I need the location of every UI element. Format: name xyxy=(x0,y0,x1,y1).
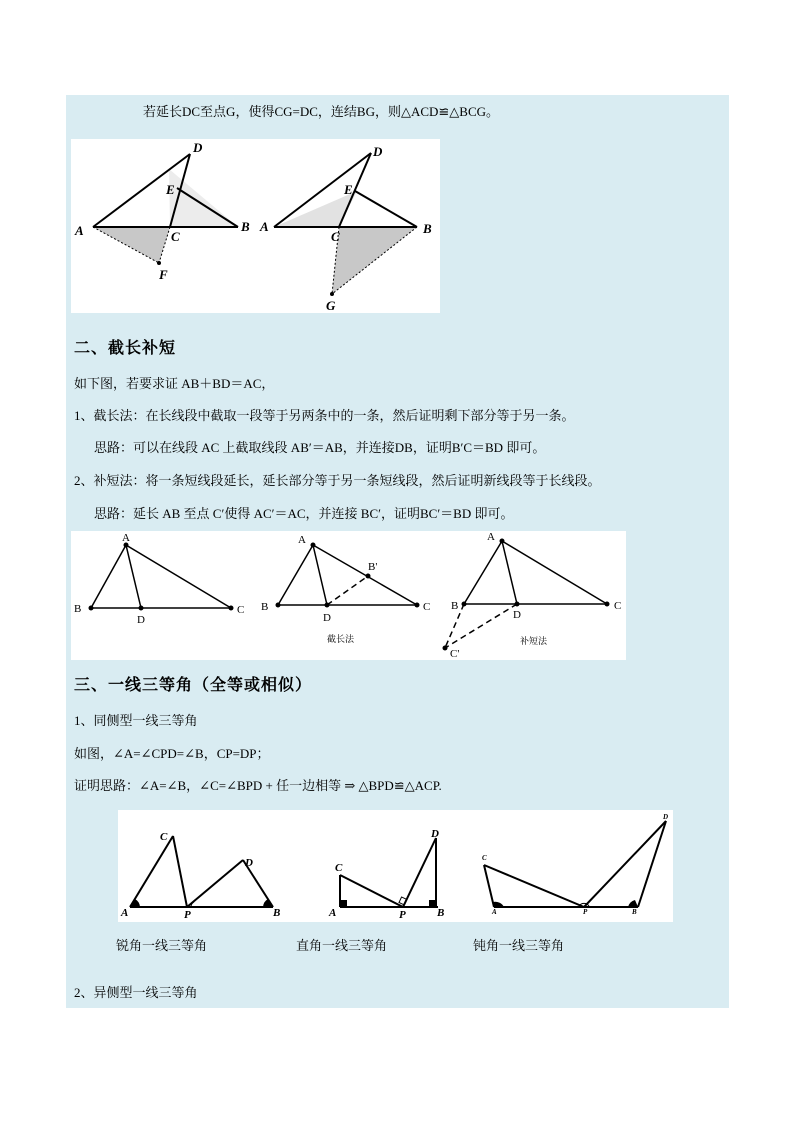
fig3a-label-P: P xyxy=(184,909,191,921)
fig2c-label-D: D xyxy=(513,609,521,621)
shaded-triangle-acf xyxy=(93,227,170,263)
fig2a-label-B: B xyxy=(74,603,82,615)
fig2b-label-C: C xyxy=(423,601,431,613)
fig2b-label-Bprime: B' xyxy=(368,561,378,573)
fig2-caption-extend: 补短法 xyxy=(520,636,548,646)
fig2c-label-Cprime: C' xyxy=(450,648,460,660)
figure-truncate-extend-svg xyxy=(71,531,626,660)
label-right-B: B xyxy=(423,221,432,236)
fig2b-label-B: B xyxy=(261,601,269,613)
fig3b-label-A: A xyxy=(329,907,337,919)
fig2a-label-A: A xyxy=(122,532,130,544)
fig2b-label-D: D xyxy=(323,612,331,624)
section2-item1-idea: 思路：可以在线段 AC 上截取线段 AB′＝AB，并连接DB，证明B′C＝BD 即可。 xyxy=(94,440,546,455)
fig3c-label-D: D xyxy=(663,813,669,821)
shaded-triangle-ecb xyxy=(169,169,238,227)
section2-item2: 2、补短法：将一条短线段延长，延长部分等于另一条短线段，然后证明新线段等于长线段。 xyxy=(74,473,601,488)
label-right-C: C xyxy=(331,229,340,244)
label-left-C: C xyxy=(171,229,180,244)
fig3c-label-C: C xyxy=(482,854,487,862)
caption-acute: 锐角一线三等角 xyxy=(116,938,208,953)
fig2c-label-C: C xyxy=(614,600,622,612)
figure-three-equal-angles xyxy=(118,810,673,922)
fig2a-label-C: C xyxy=(237,604,245,616)
section3-item1: 1、同侧型一线三等角 xyxy=(74,713,198,728)
fig3b-label-P: P xyxy=(399,909,406,921)
fig2b-label-A: A xyxy=(298,534,306,546)
fig3a-label-C: C xyxy=(160,831,168,843)
fig3c-label-A: A xyxy=(492,908,497,916)
fig3a-label-B: B xyxy=(273,907,281,919)
label-left-D: D xyxy=(193,140,203,155)
figure-truncate-extend xyxy=(71,531,626,660)
fig3b-label-D: D xyxy=(431,828,439,840)
fig3c-label-B: B xyxy=(632,908,637,916)
section-heading-3: 三、一线三等角（全等或相似） xyxy=(74,675,313,694)
section3-item2: 2、异侧型一线三等角 xyxy=(74,985,198,1000)
label-left-B: B xyxy=(241,219,250,234)
section2-item2-idea: 思路：延长 AB 至点 C′使得 AC′＝AC，并连接 BC′，证明BC′＝BD 即可。 xyxy=(94,506,514,521)
figure-extend-median xyxy=(71,139,440,313)
label-right-E: E xyxy=(344,182,353,197)
caption-obtuse: 钝角一线三等角 xyxy=(473,938,565,953)
extend-dc-statement: 若延长DC至点G，使得CG=DC，连结BG，则△ACD≌△BCG。 xyxy=(143,104,500,119)
section-heading-2: 二、截长补短 xyxy=(74,338,177,357)
section2-intro: 如下图，若要求证 AB＋BD＝AC， xyxy=(74,376,275,391)
fig3a-label-A: A xyxy=(121,907,129,919)
fig3b-label-B: B xyxy=(437,907,445,919)
fig3b-label-C: C xyxy=(335,862,343,874)
fig3c-label-P: P xyxy=(583,908,588,916)
figure-extend-median-svg xyxy=(71,139,440,313)
fig2c-label-A: A xyxy=(487,531,495,543)
fig2c-label-B: B xyxy=(451,600,459,612)
figure-three-equal-angles-svg xyxy=(118,810,673,922)
label-left-A: A xyxy=(75,223,84,238)
label-right-D: D xyxy=(373,144,383,159)
fig3a-label-D: D xyxy=(245,857,253,869)
label-left-E: E xyxy=(166,182,175,197)
fig2a-label-D: D xyxy=(137,614,145,626)
fig2-caption-cut: 截长法 xyxy=(327,634,355,644)
caption-right: 直角一线三等角 xyxy=(296,938,388,953)
label-left-F: F xyxy=(159,267,168,282)
section3-proof: 证明思路：∠A=∠B，∠C=∠BPD + 任一边相等 ⇒ △BPD≌△ACP. xyxy=(74,778,442,793)
section3-given: 如图，∠A=∠CPD=∠B，CP=DP； xyxy=(74,746,270,761)
section2-item1: 1、截长法：在长线段中截取一段等于另两条中的一条，然后证明剩下部分等于另一条。 xyxy=(74,408,575,423)
label-right-G: G xyxy=(326,298,336,313)
label-right-A: A xyxy=(260,219,269,234)
